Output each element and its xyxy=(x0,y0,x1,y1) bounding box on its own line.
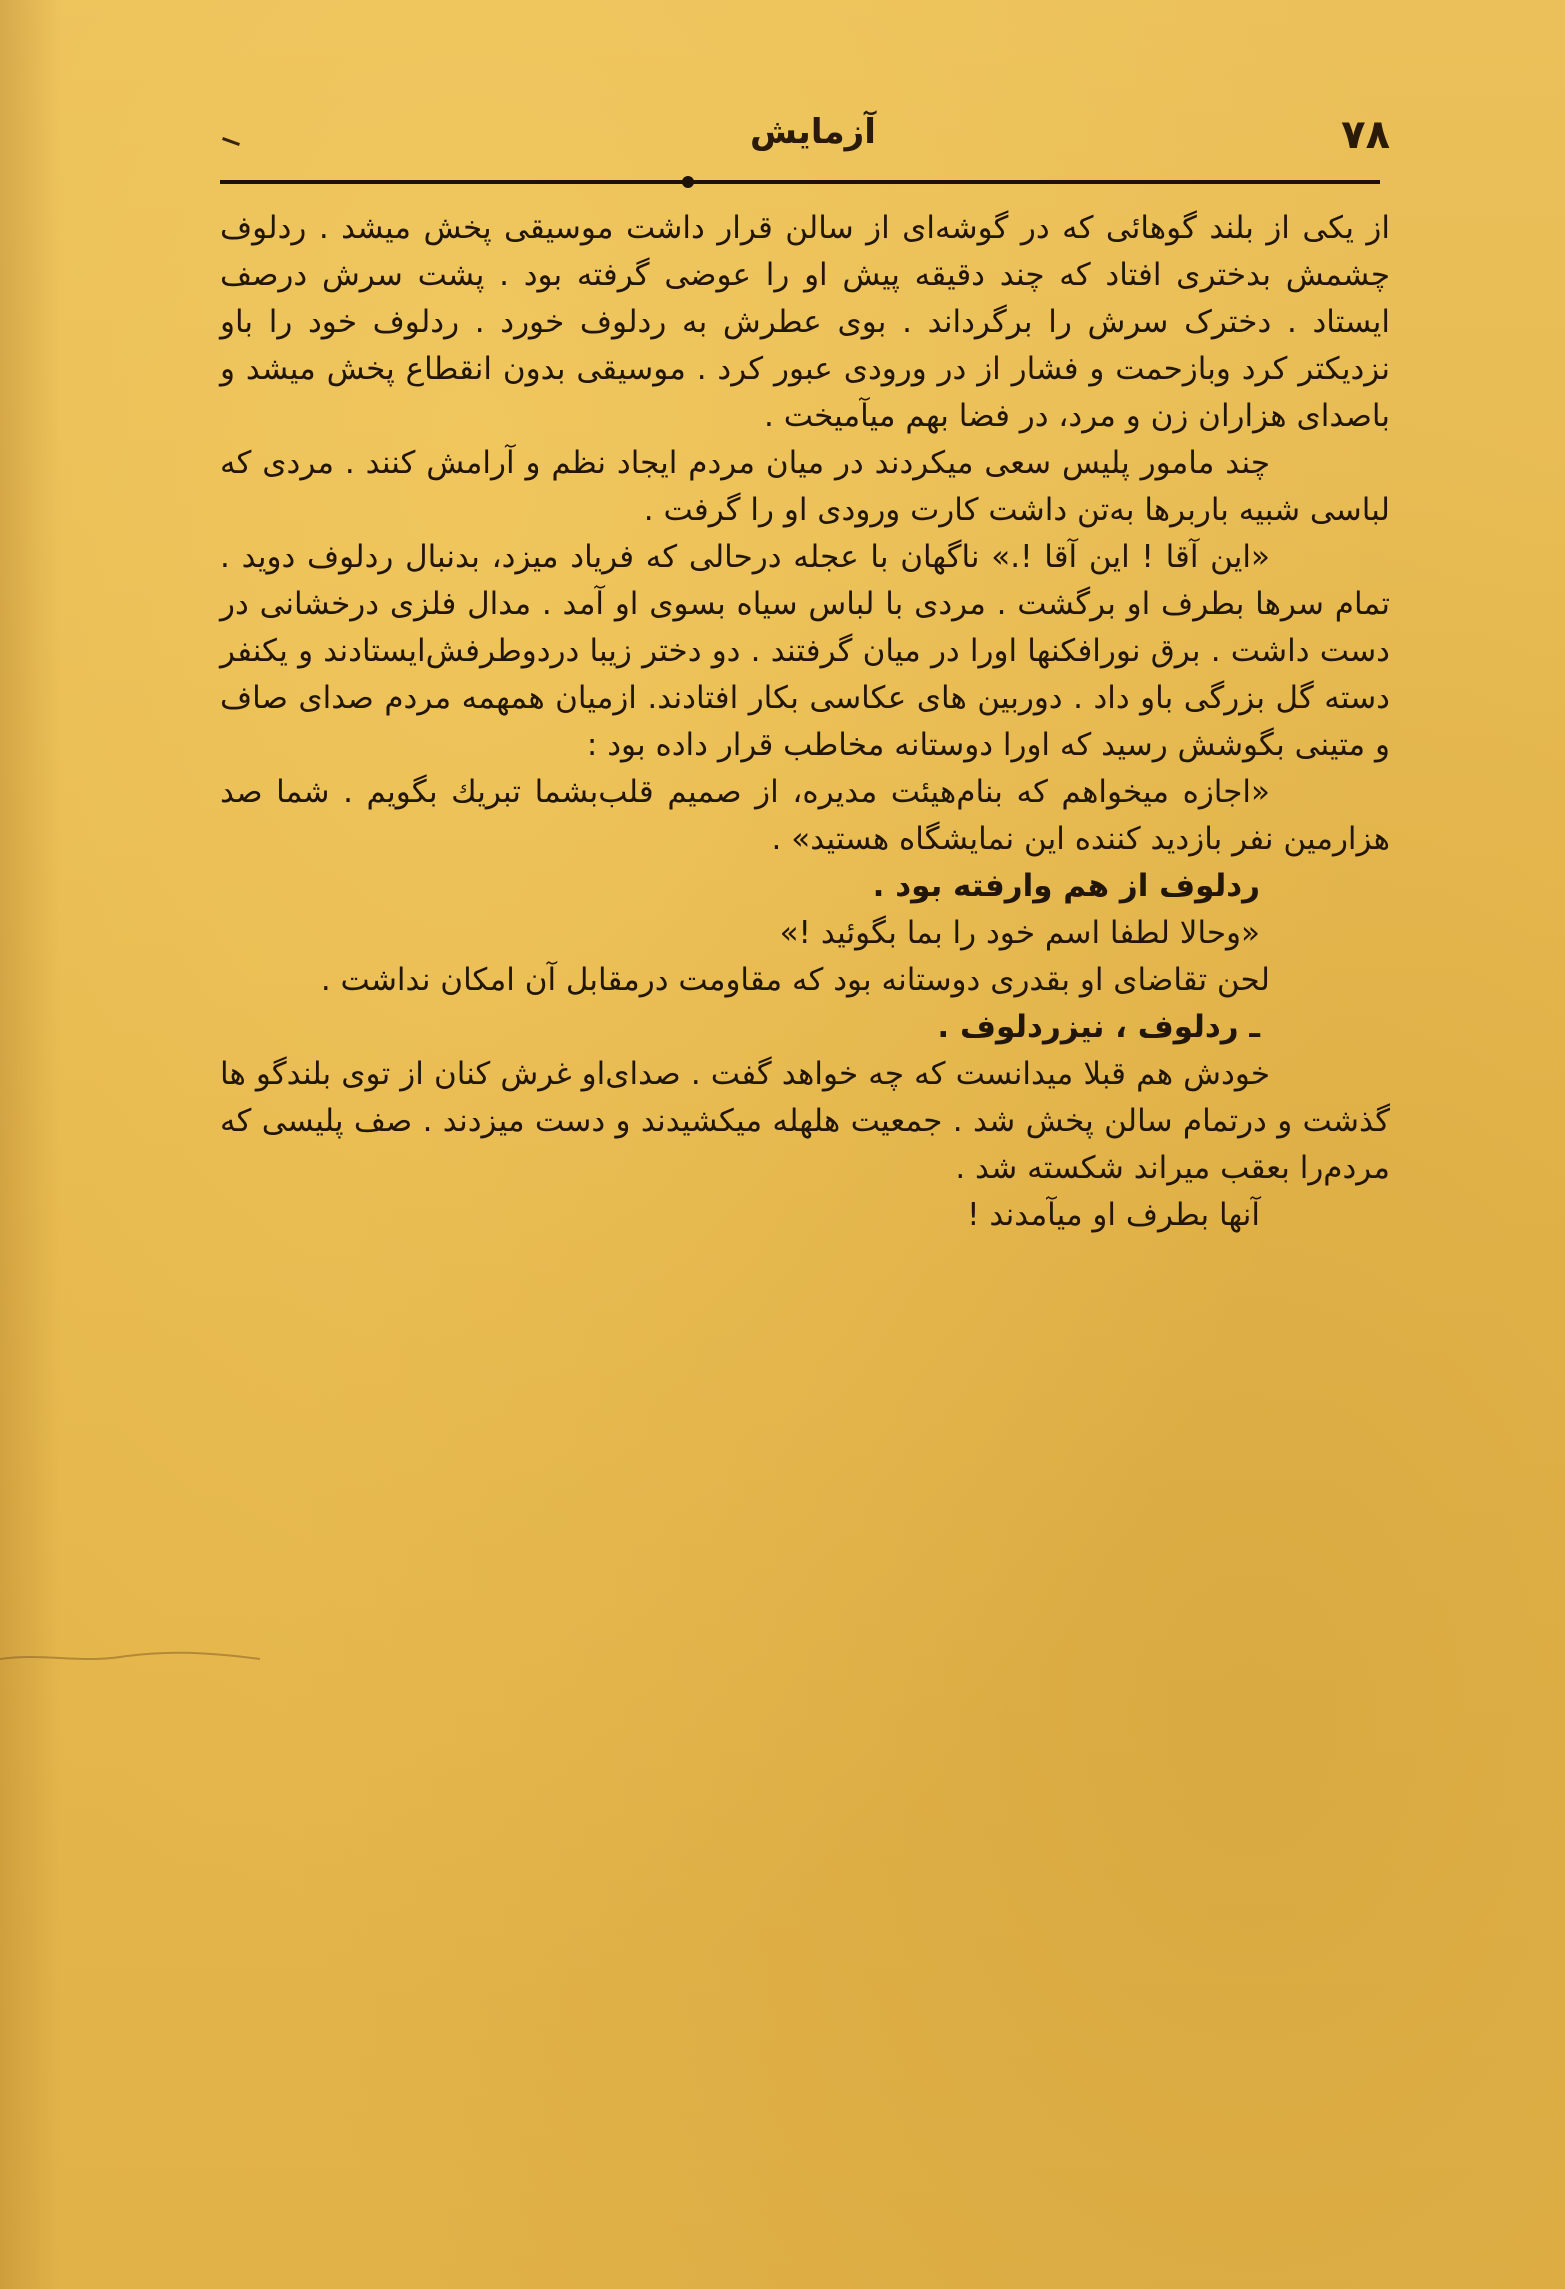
page-edge-shadow xyxy=(0,0,60,2289)
body-text xyxy=(220,205,1390,1239)
paragraph-7: لحن تقاضای او بقدری دوستانه بود که مقاومت درمقابل آن امکان نداشت . xyxy=(320,962,1270,998)
page-header xyxy=(210,112,1390,172)
paragraph-6: «وحالا لطفا اسم خود را بما بگوئید !» xyxy=(779,915,1260,951)
page-number: ۷۸ xyxy=(1341,112,1390,158)
paragraph-4: «اجازه میخواهم که بنام‌هیئت مدیره، از صمیم قلب‌بشما تبریك بگویم . شما صد هزارمین نفر بازدید کننده این نمایشگاه هستید» . xyxy=(220,774,1390,857)
paper-crease xyxy=(0,1645,260,1671)
paragraph-9: خودش هم قبلا میدانست که چه خواهد گفت . صدای‌او غرش کنان از توی بلندگو ها گذشت و درتمام سالن پخش شد . جمعیت هلهله میکشیدند و دست میزدند . صف پلیسی که مردم‌را بعقب میراند شکسته شد . xyxy=(220,1056,1390,1186)
paragraph-3: «این آقا ! این آقا !.» ناگهان با عجله درحالی که فریاد میزد، بدنبال ردلوف دوید . تمام سرها بطرف او برگشت . مردی با لباس سیاه بسوی او آمد . مدال فلزی درخشانی در دست داشت . برق نورافکنها اورا در میان گرفتند . دو دختر زیبا دردوطرفش‌ایستادند و یکنفر دسته گل بزرگی باو داد . دوربین های عکاسی بکار افتادند. ازمیان همهمه مردم صدای صاف و متینی بگوشش رسید که اورا دوستانه مخاطب قرار داده بود : xyxy=(220,539,1390,763)
header-rule xyxy=(220,180,1380,184)
running-title: آزمایش xyxy=(750,112,876,152)
paragraph-10: آنها بطرف او میآمدند ! xyxy=(967,1197,1260,1233)
header-rule-dot xyxy=(682,176,694,188)
paragraph-8: ـ ردلوف ، نیزردلوف . xyxy=(937,1009,1260,1045)
paragraph-5: ردلوف از هم وارفته بود . xyxy=(872,868,1260,904)
paragraph-2: چند مامور پلیس سعی میکردند در میان مردم ایجاد نظم و آرامش کنند . مردی که لباسی شبیه باربرها به‌تن داشت کارت ورودی او را گرفت . xyxy=(220,445,1390,528)
paragraph-1: از یکی از بلند گوهائی که در گوشه‌ای از سالن قرار داشت موسیقی پخش میشد . ردلوف چشمش بدختری افتاد که چند دقیقه پیش او را عوضی گرفته بود . پشت سرش درصف ایستاد . دخترک سرش را برگرداند . بوی عطرش به ردلوف خورد . ردلوف خود را باو نزدیکتر کرد وبازحمت و فشار از در ورودی عبور کرد . موسیقی بدون انقطاع پخش میشد و باصدای هزاران زن و مرد، در فضا بهم میآمیخت . xyxy=(220,210,1390,434)
